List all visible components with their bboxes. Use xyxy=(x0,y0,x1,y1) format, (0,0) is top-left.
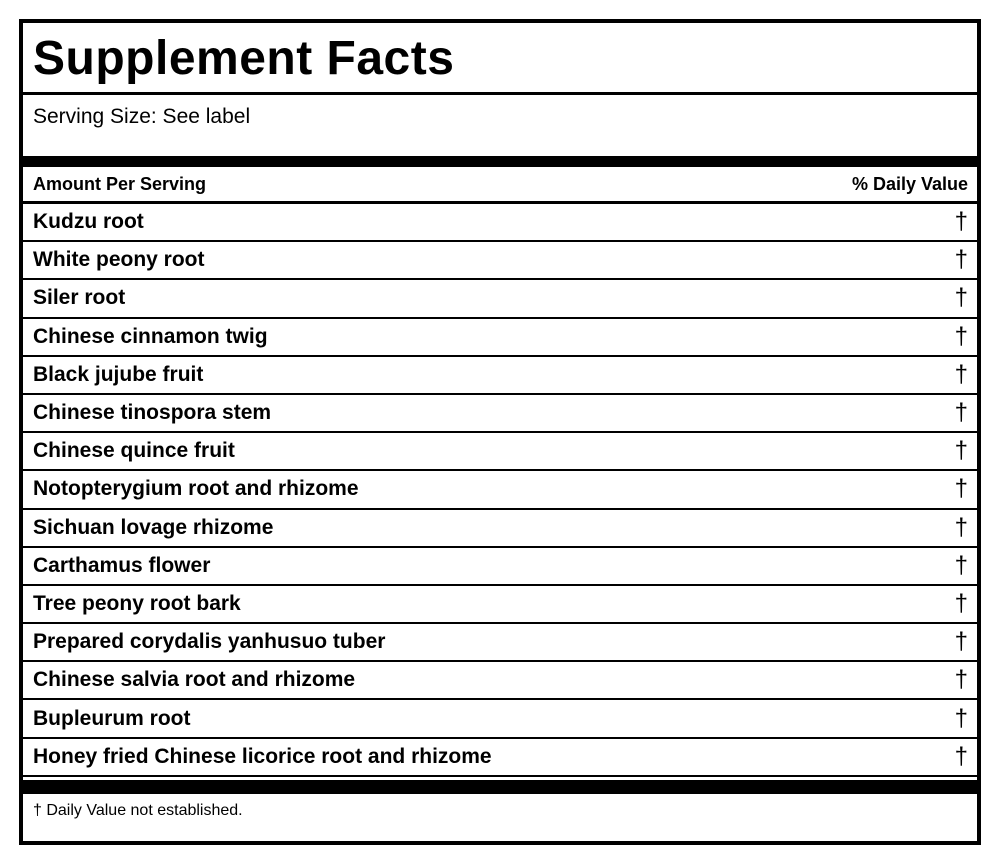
footnote: † Daily Value not established. xyxy=(23,790,977,818)
ingredient-row xyxy=(23,700,977,738)
ingredient-row xyxy=(23,204,977,242)
daily-value-dagger: † xyxy=(954,322,968,350)
ingredient-name: Bupleurum root xyxy=(33,706,191,730)
ingredient-name: Kudzu root xyxy=(33,210,144,234)
thick-divider xyxy=(23,780,977,790)
ingredient-row xyxy=(23,739,977,777)
daily-value-dagger: † xyxy=(954,475,968,503)
ingredient-row xyxy=(23,242,977,280)
daily-value-header: % Daily Value xyxy=(851,173,968,194)
ingredient-row xyxy=(23,395,977,433)
ingredient-name: Chinese quince fruit xyxy=(33,439,235,463)
ingredient-row xyxy=(23,586,977,624)
daily-value-dagger: † xyxy=(954,360,968,388)
ingredient-row xyxy=(23,433,977,471)
daily-value-dagger: † xyxy=(954,628,968,656)
ingredient-name: Honey fried Chinese licorice root and rhizome xyxy=(33,744,492,768)
ingredient-row xyxy=(23,548,977,586)
ingredient-list xyxy=(23,204,977,777)
supplement-facts-panel xyxy=(19,19,981,845)
daily-value-dagger: † xyxy=(954,284,968,312)
ingredient-name: Tree peony root bark xyxy=(33,591,241,615)
ingredient-name: Black jujube fruit xyxy=(33,362,204,386)
ingredient-name: Notopterygium root and rhizome xyxy=(33,477,359,501)
daily-value-dagger: † xyxy=(954,513,968,541)
ingredient-name: Carthamus flower xyxy=(33,553,211,577)
ingredient-row xyxy=(23,357,977,395)
ingredient-row xyxy=(23,510,977,548)
ingredient-name: Chinese cinnamon twig xyxy=(33,324,268,348)
ingredient-row xyxy=(23,624,977,662)
daily-value-dagger: † xyxy=(954,246,968,274)
ingredient-name: Chinese tinospora stem xyxy=(33,401,272,425)
ingredient-name: Siler root xyxy=(33,286,126,310)
ingredient-name: White peony root xyxy=(33,248,205,272)
daily-value-dagger: † xyxy=(954,589,968,617)
ingredient-name: Prepared corydalis yanhusuo tuber xyxy=(33,630,386,654)
daily-value-dagger: † xyxy=(954,208,968,236)
ingredient-row xyxy=(23,471,977,509)
daily-value-dagger: † xyxy=(954,399,968,427)
daily-value-dagger: † xyxy=(954,437,968,465)
amount-per-serving-header: Amount Per Serving xyxy=(33,173,207,194)
daily-value-dagger: † xyxy=(954,666,968,694)
serving-size: Serving Size: See label xyxy=(23,95,977,167)
daily-value-dagger: † xyxy=(954,551,968,579)
ingredient-name: Chinese salvia root and rhizome xyxy=(33,668,356,692)
label-title: Supplement Facts xyxy=(23,23,977,95)
ingredient-row xyxy=(23,662,977,700)
ingredient-name: Sichuan lovage rhizome xyxy=(33,515,274,539)
ingredient-row xyxy=(23,319,977,357)
ingredient-row xyxy=(23,280,977,318)
daily-value-dagger: † xyxy=(954,704,968,732)
column-header-row xyxy=(23,167,977,204)
daily-value-dagger: † xyxy=(954,742,968,770)
